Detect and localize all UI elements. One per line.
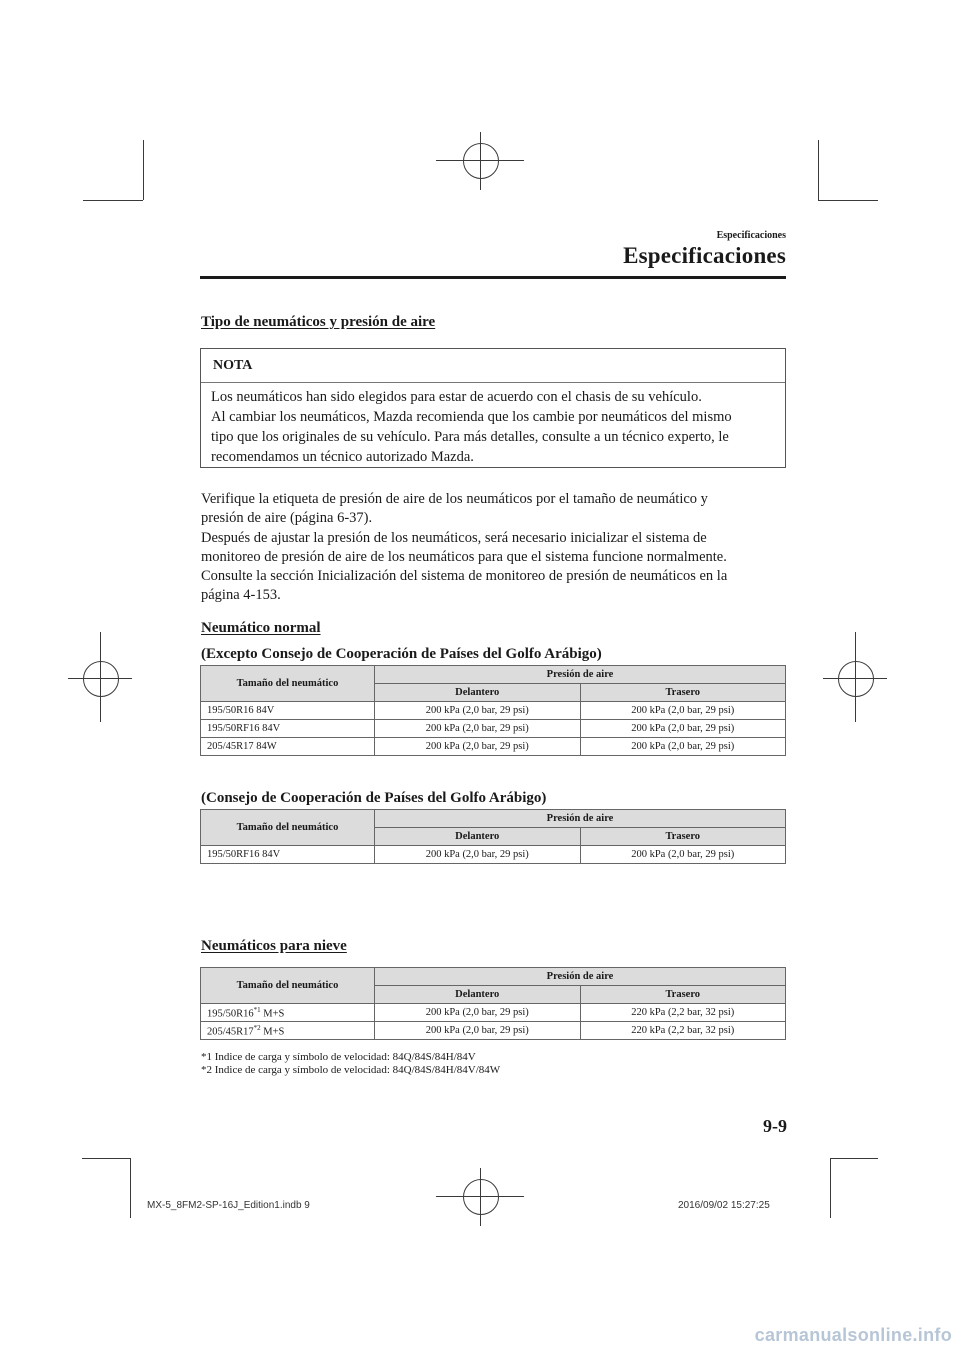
page-number: 9-9 bbox=[763, 1116, 787, 1136]
region-subheading: (Consejo de Cooperación de Países del Golfo Arábigo) bbox=[201, 790, 547, 806]
front-pressure-cell: 200 kPa (2,0 bar, 29 psi) bbox=[375, 738, 581, 756]
table-row bbox=[201, 738, 786, 756]
tire-size-cell bbox=[201, 1022, 375, 1040]
tire-size-cell: 195/50RF16 84V bbox=[201, 720, 375, 738]
page-heading: Tipo de neumáticos y presión de aire bbox=[201, 314, 436, 330]
paragraph-line: Consulte la sección Inicialización del sistema de monitoreo de presión de neumáticos en la bbox=[201, 568, 728, 585]
col-header-pressure: Presión de aire bbox=[375, 666, 786, 684]
footnote: *2 Indice de carga y símbolo de velocidad: 84Q/84S/84H/84V/84W bbox=[201, 1064, 501, 1076]
paragraph-line: monitoreo de presión de aire de los neumáticos para que el sistema funcione normalmente. bbox=[201, 548, 727, 565]
tire-pressure-table-1 bbox=[200, 665, 786, 756]
table-row bbox=[201, 720, 786, 738]
file-imprint: MX-5_8FM2-SP-16J_Edition1.indb 9 bbox=[147, 1200, 310, 1211]
paragraph-line: presión de aire (página 6-37). bbox=[201, 510, 373, 527]
tire-size: 195/50R16 bbox=[207, 1008, 254, 1020]
front-pressure-cell: 200 kPa (2,0 bar, 29 psi) bbox=[375, 720, 581, 738]
snow-tire-heading: Neumáticos para nieve bbox=[201, 938, 347, 954]
snow-tire-pressure-table bbox=[200, 967, 786, 1040]
normal-tire-heading: Neumático normal bbox=[201, 620, 321, 636]
region-subheading: (Excepto Consejo de Cooperación de Países del Golfo Arábigo) bbox=[201, 646, 602, 662]
footnote-ref: *2 bbox=[253, 1023, 261, 1032]
tire-pressure-table-2 bbox=[200, 809, 786, 864]
rear-pressure-cell: 200 kPa (2,0 bar, 29 psi) bbox=[580, 846, 786, 864]
col-header-size: Tamaño del neumático bbox=[201, 810, 375, 846]
note-title: NOTA bbox=[213, 358, 253, 373]
rear-pressure-cell: 220 kPa (2,2 bar, 32 psi) bbox=[580, 1022, 786, 1040]
table-row bbox=[201, 702, 786, 720]
note-divider bbox=[201, 382, 785, 383]
col-header-front: Delantero bbox=[375, 684, 581, 702]
section-label-small: Especificaciones bbox=[716, 230, 786, 241]
footnote-ref: *1 bbox=[253, 1005, 261, 1014]
tire-size-cell: 195/50RF16 84V bbox=[201, 846, 375, 864]
table-row bbox=[201, 1022, 786, 1040]
tire-size: 205/45R17 bbox=[207, 1026, 254, 1038]
col-header-size: Tamaño del neumático bbox=[201, 666, 375, 702]
note-line: recomendamos un técnico autorizado Mazda. bbox=[211, 449, 474, 465]
mud-snow-mark: M+S bbox=[263, 1008, 285, 1020]
col-header-rear: Trasero bbox=[580, 986, 786, 1004]
timestamp-imprint: 2016/09/02 15:27:25 bbox=[678, 1200, 770, 1211]
col-header-pressure: Presión de aire bbox=[375, 810, 786, 828]
note-line: Al cambiar los neumáticos, Mazda recomienda que los cambie por neumáticos del mismo bbox=[211, 409, 732, 425]
col-header-size: Tamaño del neumático bbox=[201, 968, 375, 1004]
note-box bbox=[200, 348, 786, 468]
rear-pressure-cell: 200 kPa (2,0 bar, 29 psi) bbox=[580, 702, 786, 720]
paragraph-line: Después de ajustar la presión de los neumáticos, será necesario inicializar el sistema de bbox=[201, 529, 707, 546]
note-line: Los neumáticos han sido elegidos para estar de acuerdo con el chasis de su vehículo. bbox=[211, 389, 702, 405]
tire-size-cell: 205/45R17 84W bbox=[201, 738, 375, 756]
table-row bbox=[201, 846, 786, 864]
col-header-front: Delantero bbox=[375, 828, 581, 846]
front-pressure-cell: 200 kPa (2,0 bar, 29 psi) bbox=[375, 846, 581, 864]
tire-size-cell: 195/50R16 84V bbox=[201, 702, 375, 720]
note-text bbox=[211, 387, 777, 467]
paragraph-line: Verifique la etiqueta de presión de aire de los neumáticos por el tamaño de neumático y bbox=[201, 491, 708, 507]
header-rule bbox=[200, 276, 786, 279]
col-header-pressure: Presión de aire bbox=[375, 968, 786, 986]
mud-snow-mark: M+S bbox=[263, 1026, 285, 1038]
col-header-rear: Trasero bbox=[580, 684, 786, 702]
front-pressure-cell: 200 kPa (2,0 bar, 29 psi) bbox=[375, 1022, 581, 1040]
front-pressure-cell: 200 kPa (2,0 bar, 29 psi) bbox=[375, 702, 581, 720]
rear-pressure-cell: 200 kPa (2,0 bar, 29 psi) bbox=[580, 738, 786, 756]
tire-size-cell bbox=[201, 1004, 375, 1022]
note-line: tipo que los originales de su vehículo. Para más detalles, consulte a un técnico experto, le bbox=[211, 429, 729, 445]
front-pressure-cell: 200 kPa (2,0 bar, 29 psi) bbox=[375, 1004, 581, 1022]
footnote: *1 Indice de carga y símbolo de velocidad: 84Q/84S/84H/84V bbox=[201, 1051, 476, 1063]
intro-paragraph bbox=[201, 490, 786, 606]
rear-pressure-cell: 200 kPa (2,0 bar, 29 psi) bbox=[580, 720, 786, 738]
col-header-rear: Trasero bbox=[580, 828, 786, 846]
table-row bbox=[201, 1004, 786, 1022]
watermark: carmanualsonline.info bbox=[754, 1325, 952, 1345]
col-header-front: Delantero bbox=[375, 986, 581, 1004]
section-title: Especificaciones bbox=[623, 243, 786, 268]
rear-pressure-cell: 220 kPa (2,2 bar, 32 psi) bbox=[580, 1004, 786, 1022]
paragraph-line: página 4-153. bbox=[201, 587, 281, 604]
